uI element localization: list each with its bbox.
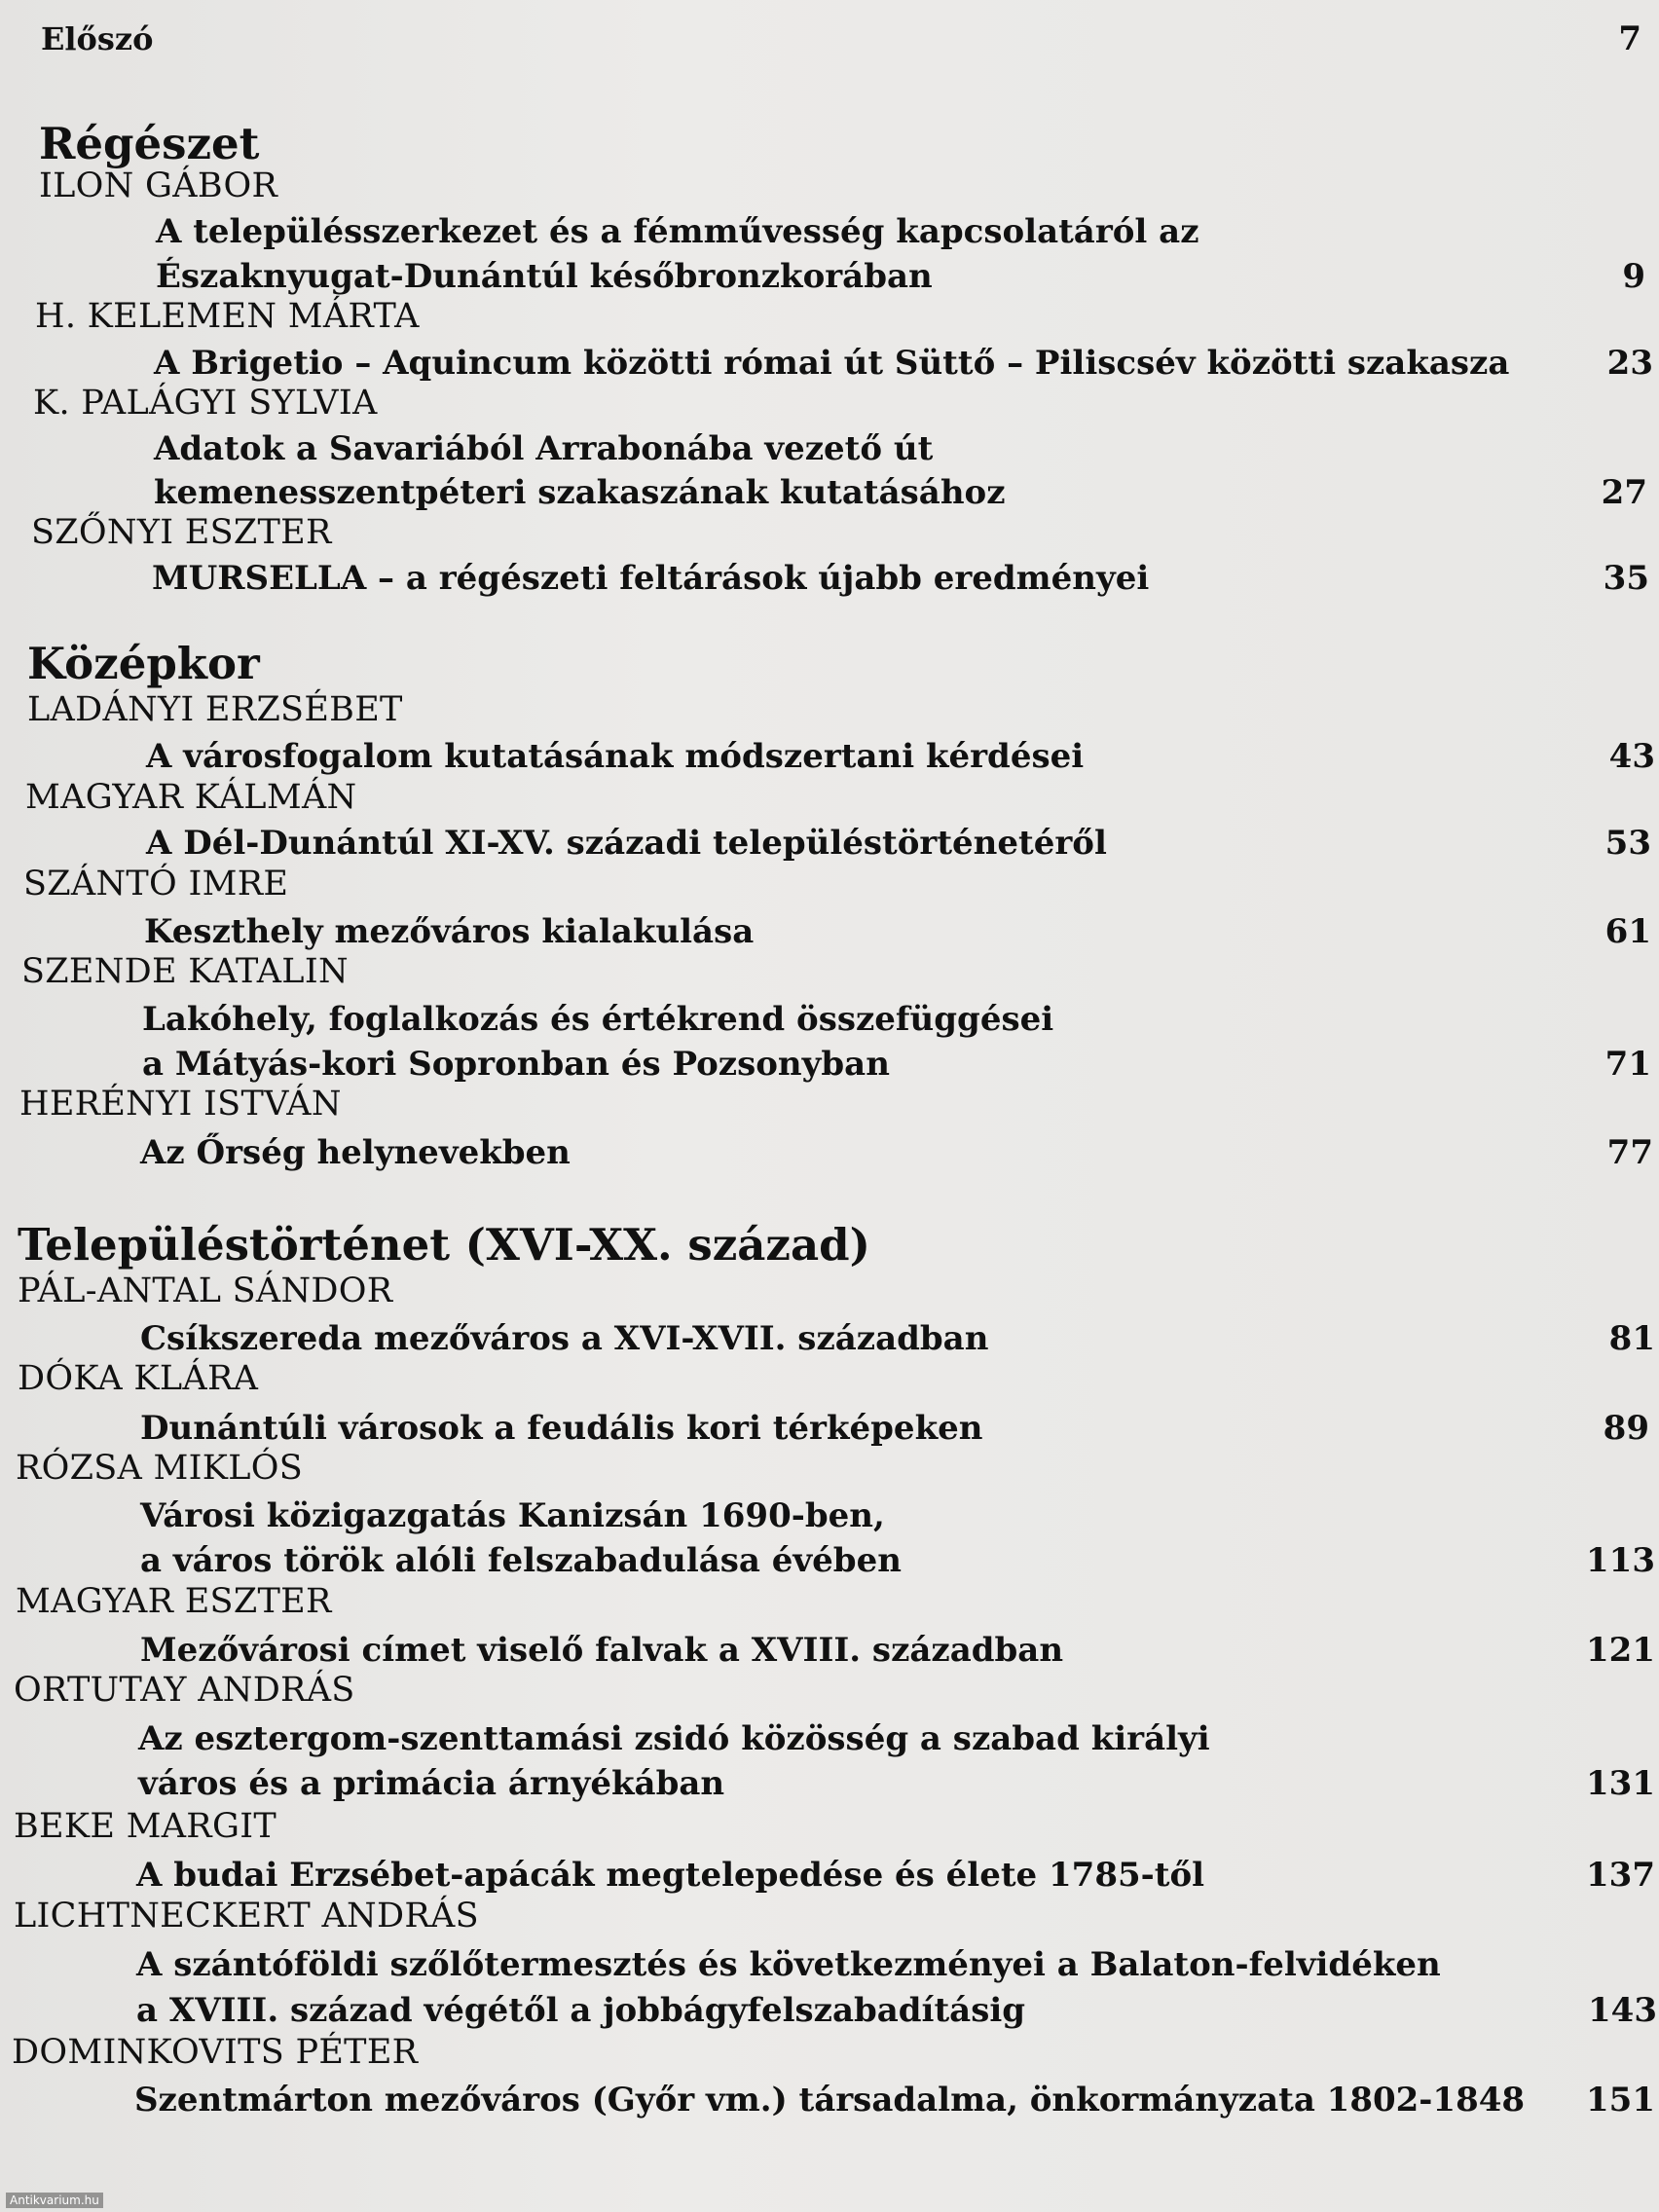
author-name: SZŐNYI ESZTER bbox=[31, 513, 332, 552]
chapter-title: Mezővárosi címet viselő falvak a XVIII. században bbox=[140, 1631, 1064, 1670]
chapter-title: Szentmárton mezőváros (Győr vm.) társadalma, önkormányzata 1802-1848 bbox=[134, 2081, 1526, 2120]
page-number: 9 bbox=[1622, 257, 1645, 296]
author-name: K. PALÁGYI SYLVIA bbox=[33, 384, 378, 423]
author-name: LADÁNYI ERZSÉBET bbox=[27, 690, 403, 729]
section-heading: Középkor bbox=[27, 638, 260, 689]
page-number: 53 bbox=[1604, 824, 1651, 863]
toc-author-row bbox=[0, 381, 1659, 425]
toc-author-row bbox=[0, 164, 1659, 208]
toc-author-row bbox=[0, 775, 1659, 820]
toc-author-row bbox=[0, 1269, 1659, 1313]
page-number: 131 bbox=[1586, 1764, 1655, 1803]
section-heading: Régészet bbox=[39, 118, 260, 169]
chapter-title: Északnyugat-Dunántúl későbronzkorában bbox=[156, 257, 933, 296]
toc-title-row bbox=[0, 821, 1659, 866]
toc-author-row bbox=[0, 294, 1659, 339]
chapter-title: A Dél-Dunántúl XI-XV. századi településtörténetéről bbox=[146, 824, 1107, 863]
toc-title-row bbox=[0, 1988, 1659, 2033]
toc-title-row bbox=[0, 209, 1659, 254]
page-number: 121 bbox=[1586, 1631, 1655, 1670]
page-number: 137 bbox=[1586, 1856, 1655, 1895]
chapter-title: A városfogalom kutatásának módszertani kérdései bbox=[146, 737, 1085, 776]
watermark: Antikvarium.hu bbox=[6, 2193, 103, 2208]
author-name: DÓKA KLÁRA bbox=[18, 1359, 259, 1398]
toc-title-row bbox=[0, 1316, 1659, 1361]
toc-title-row bbox=[0, 470, 1659, 515]
intro-label: Előszó bbox=[41, 20, 154, 57]
toc-title-row bbox=[0, 734, 1659, 779]
chapter-title: a Mátyás-kori Sopronban és Pozsonyban bbox=[142, 1045, 890, 1084]
toc-title-row bbox=[0, 556, 1659, 601]
chapter-title: Dunántúli városok a feudális kori térképeken bbox=[140, 1409, 983, 1448]
page-number: 71 bbox=[1604, 1045, 1651, 1084]
toc-title-row bbox=[0, 254, 1659, 299]
page-number: 27 bbox=[1601, 473, 1647, 512]
toc-title-row bbox=[0, 1761, 1659, 1806]
toc-author-row bbox=[0, 1082, 1659, 1126]
section-heading-regeszet bbox=[0, 118, 1659, 170]
author-name: MAGYAR KÁLMÁN bbox=[25, 778, 357, 817]
author-name: ILON GÁBOR bbox=[39, 166, 278, 205]
toc-title-row bbox=[0, 1130, 1659, 1175]
chapter-title: Városi közigazgatás Kanizsán 1690-ben, bbox=[140, 1496, 885, 1535]
author-name: HERÉNYI ISTVÁN bbox=[19, 1085, 342, 1124]
toc-title-row bbox=[0, 997, 1659, 1042]
toc-title-row bbox=[0, 1628, 1659, 1673]
toc-title-row bbox=[0, 909, 1659, 954]
chapter-title: Az esztergom-szenttamási zsidó közösség a szabad királyi bbox=[138, 1719, 1210, 1758]
chapter-title: A településszerkezet és a fémművesség kapcsolatáról az bbox=[156, 212, 1199, 251]
toc-author-row bbox=[0, 1894, 1659, 1938]
chapter-title: a XVIII. század végétől a jobbágyfelszabadításig bbox=[136, 1991, 1026, 2030]
toc-author-row bbox=[0, 862, 1659, 906]
author-name: PÁL-ANTAL SÁNDOR bbox=[18, 1272, 393, 1310]
page-number: 43 bbox=[1608, 737, 1655, 776]
page-number: 61 bbox=[1604, 912, 1651, 951]
toc-title-row bbox=[0, 1716, 1659, 1761]
intro-page-number: 7 bbox=[1618, 19, 1641, 58]
page-number: 81 bbox=[1608, 1319, 1655, 1358]
author-name: SZÁNTÓ IMRE bbox=[23, 865, 289, 903]
chapter-title: Az Őrség helynevekben bbox=[140, 1133, 571, 1172]
section-heading-telepulestortenet bbox=[0, 1219, 1659, 1272]
toc-title-row bbox=[0, 1538, 1659, 1583]
page-number: 143 bbox=[1588, 1991, 1657, 2030]
chapter-title: A szántóföldi szőlőtermesztés és következményei a Balaton-felvidéken bbox=[136, 1945, 1441, 1984]
author-name: LICHTNECKERT ANDRÁS bbox=[14, 1897, 479, 1936]
toc-title-row bbox=[0, 341, 1659, 386]
toc-author-row bbox=[0, 1804, 1659, 1849]
page-number: 113 bbox=[1586, 1541, 1655, 1580]
author-name: RÓZSA MIKLÓS bbox=[16, 1449, 304, 1488]
author-name: SZENDE KATALIN bbox=[21, 952, 349, 991]
page-number: 23 bbox=[1606, 344, 1653, 383]
toc-intro-row bbox=[0, 17, 1659, 61]
toc-author-row bbox=[0, 1446, 1659, 1491]
chapter-title: MURSELLA – a régészeti feltárások újabb eredményei bbox=[152, 559, 1150, 598]
chapter-title: A budai Erzsébet-apácák megtelepedése és élete 1785-től bbox=[136, 1856, 1205, 1895]
page-number: 35 bbox=[1603, 559, 1649, 598]
chapter-title: a város török alóli felszabadulása évében bbox=[140, 1541, 902, 1580]
author-name: ORTUTAY ANDRÁS bbox=[14, 1671, 355, 1710]
section-heading: Településtörténet (XVI-XX. század) bbox=[18, 1219, 870, 1271]
toc-title-row bbox=[0, 2078, 1659, 2122]
toc-title-row bbox=[0, 1853, 1659, 1898]
chapter-title: Lakóhely, foglalkozás és értékrend összefüggései bbox=[142, 1000, 1054, 1039]
toc-author-row bbox=[0, 949, 1659, 994]
chapter-title: Keszthely mezőváros kialakulása bbox=[144, 912, 755, 951]
page-number: 77 bbox=[1606, 1133, 1653, 1172]
toc-title-row bbox=[0, 426, 1659, 471]
author-name: H. KELEMEN MÁRTA bbox=[35, 297, 420, 336]
chapter-title: város és a primácia árnyékában bbox=[138, 1764, 725, 1803]
toc-author-row bbox=[0, 2030, 1659, 2075]
author-name: BEKE MARGIT bbox=[14, 1807, 276, 1846]
page-number: 151 bbox=[1586, 2081, 1655, 2120]
toc-author-row bbox=[0, 687, 1659, 732]
toc-author-row bbox=[0, 1579, 1659, 1624]
chapter-title: kemenesszentpéteri szakaszának kutatásához bbox=[154, 473, 1006, 512]
toc-title-row bbox=[0, 1406, 1659, 1451]
author-name: DOMINKOVITS PÉTER bbox=[12, 2033, 419, 2072]
toc-title-row bbox=[0, 1042, 1659, 1087]
author-name: MAGYAR ESZTER bbox=[16, 1582, 332, 1621]
toc-author-row bbox=[0, 1668, 1659, 1713]
chapter-title: A Brigetio – Aquincum közötti római út Süttő – Piliscsév közötti szakasza bbox=[154, 344, 1510, 383]
section-heading-kozepkor bbox=[0, 638, 1659, 690]
toc-author-row bbox=[0, 1356, 1659, 1401]
chapter-title: Csíkszereda mezőváros a XVI-XVII. században bbox=[140, 1319, 989, 1358]
toc-author-row bbox=[0, 510, 1659, 555]
toc-title-row bbox=[0, 1942, 1659, 1987]
chapter-title: Adatok a Savariából Arrabonába vezető út bbox=[154, 429, 934, 468]
toc-title-row bbox=[0, 1493, 1659, 1538]
page-number: 89 bbox=[1603, 1409, 1649, 1448]
